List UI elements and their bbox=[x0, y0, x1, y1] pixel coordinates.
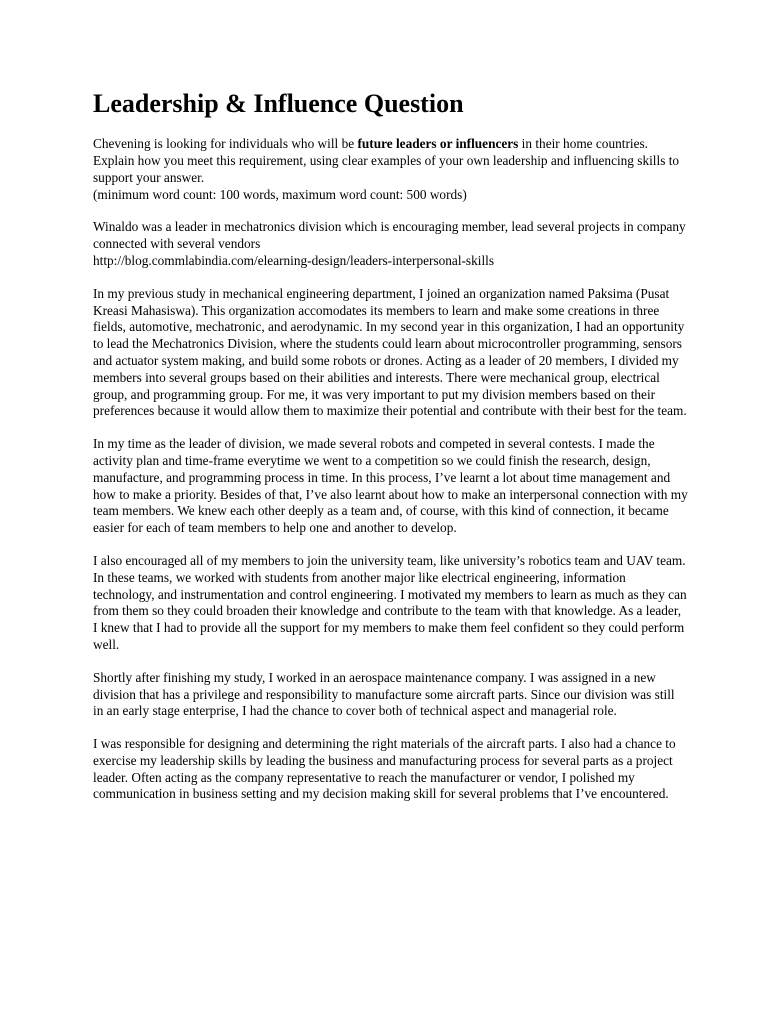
reference-link[interactable]: http://blog.commlabindia.com/elearning-design/leaders-interpersonal-skills bbox=[93, 252, 495, 268]
essay-prompt bbox=[93, 136, 688, 203]
page-title: Leadership & Influence Question bbox=[93, 89, 464, 118]
prompt-intro-continued: in their home countries. Explain how you meet this requirement, using clear examples of your own leadership and influencing skills to support your answer. bbox=[93, 136, 680, 185]
summary-note bbox=[93, 219, 688, 269]
paragraph-1: In my previous study in mechanical engineering department, I joined an organization named Paksima (Pusat Kreasi Mahasiswa). This organization accomodates its members to learn and make some creations in three fields, automotive, mechatronic, and aerodynamic. In my second year in this organization, I had an opportunity to lead the Mechatronics Division, where the students could learn about microcontroller programming, sensors and actuator system making, and build some robots or drones. Acting as a leader of 20 members, I divided my members into several groups based on their abilities and interests. There were mechanical group, electrical group, and programming group. For me, it was very important to put my division members based on their preferences because it would allow them to maximize their potential and contribute with their best for the team. bbox=[93, 285, 687, 419]
paragraph-3: I also encouraged all of my members to join the university team, like university’s robotics team and UAV team. In these teams, we worked with students from another major like electrical engineering, information technology, and instrumentation and control engineering. I motivated my members to learn as much as they can from them so they could broaden their knowledge and contribute to the team with that knowledge. As a leader, I knew that I had to provide all the support for my members to make them feel confident so they could perform well. bbox=[93, 552, 687, 652]
prompt-intro: Chevening is looking for individuals who will be bbox=[93, 136, 358, 152]
paragraph-2: In my time as the leader of division, we made several robots and competed in several contests. I made the activity plan and time-frame everytime we went to a competition so we could finish the research, design, manufacture, and programming process in time. In this process, I’ve learnt a lot about time management and how to make a priority. Besides of that, I’ve also learnt about how to make an interpersonal connection with my team members. We knew each other deeply as a team and, of course, with this kind of connection, it became easier for each of team members to help one and another to develop. bbox=[93, 436, 688, 536]
prompt-bold-phrase: future leaders or influencers bbox=[357, 136, 519, 152]
paragraph-4: Shortly after finishing my study, I worked in an aerospace maintenance company. I was assigned in a new division that has a privilege and responsibility to manufacture some aircraft parts. Since our division was still in an early stage enterprise, I had the chance to cover both of technical aspect and managerial role. bbox=[93, 669, 675, 719]
summary-text: Winaldo was a leader in mechatronics division which is encouraging member, lead several projects in company connected with several vendors bbox=[93, 219, 686, 252]
word-count-note: (minimum word count: 100 words, maximum word count: 500 words) bbox=[93, 186, 467, 202]
paragraph-5: I was responsible for designing and determining the right materials of the aircraft parts. I also had a chance to exercise my leadership skills by leading the business and manufacturing process for several parts as a project leader. Often acting as the company representative to reach the manufacturer or vendor, I polished my communication in business setting and my decision making skill for several problems that I’ve encountered. bbox=[93, 736, 676, 802]
